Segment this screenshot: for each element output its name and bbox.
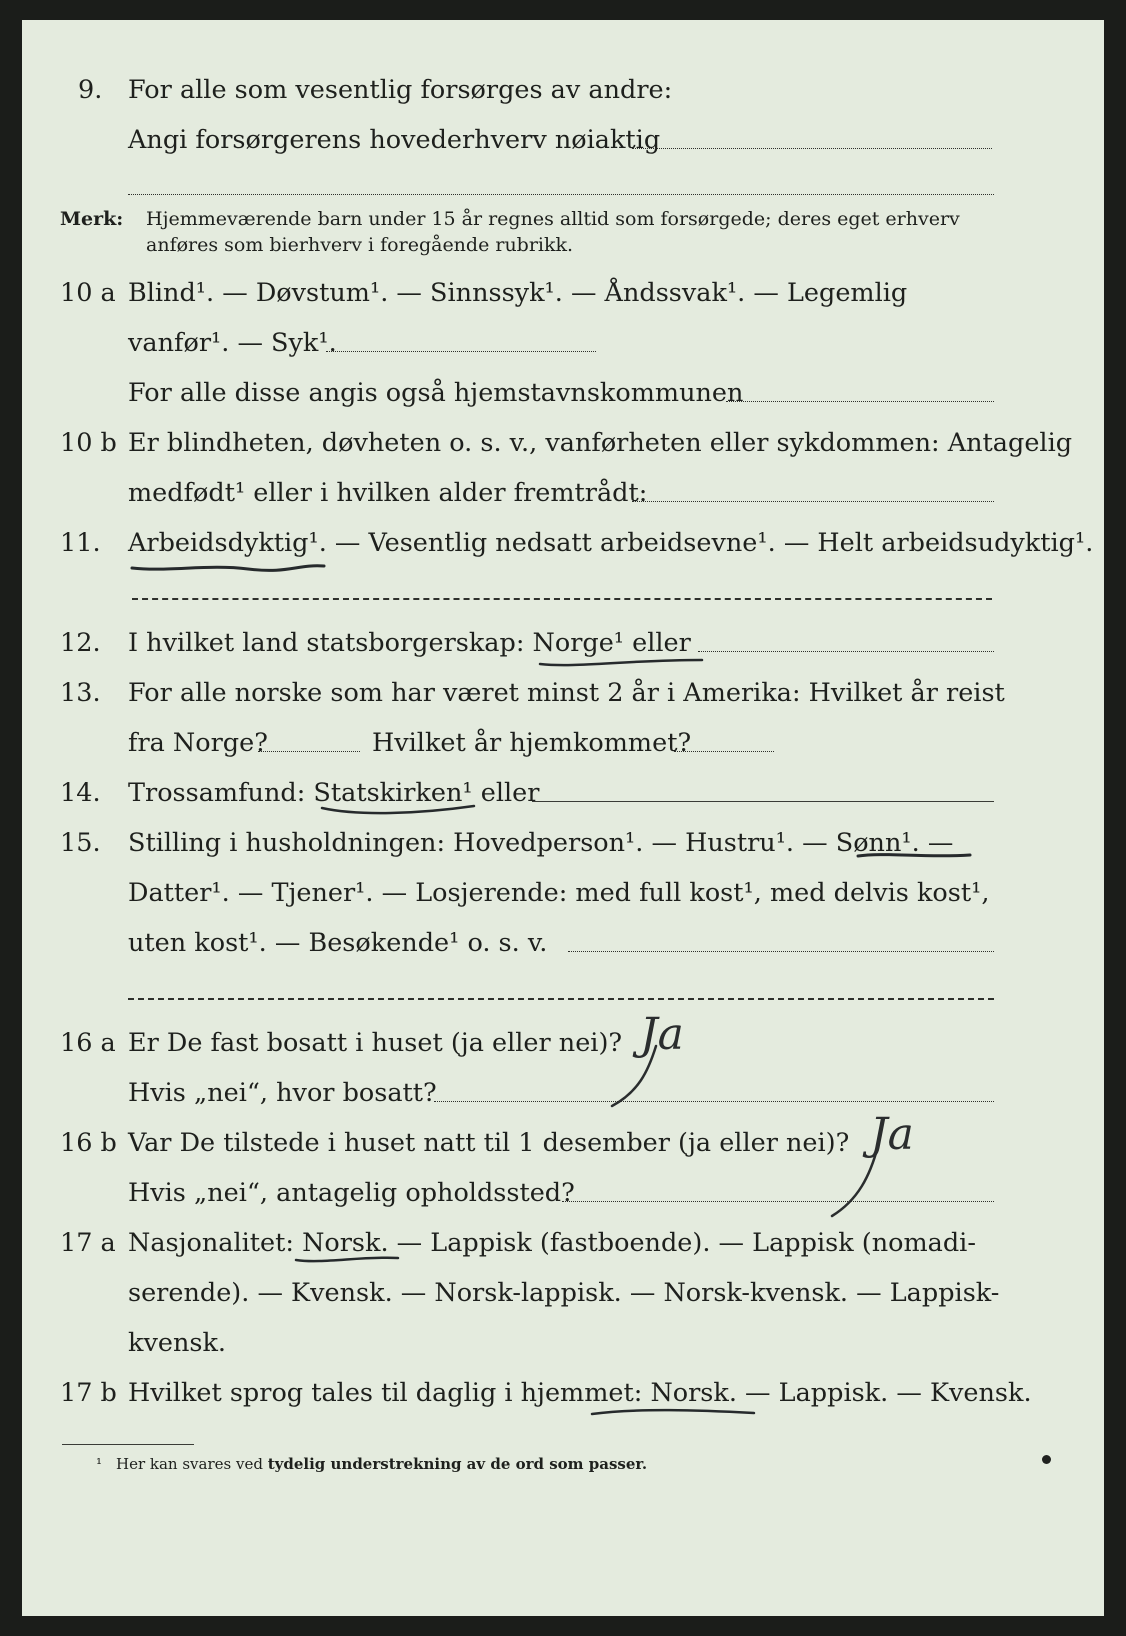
q10a-line3: For alle disse angis også hjemstavnskommunen (128, 378, 744, 408)
q17a-line1: Nasjonalitet: Norsk. — Lappisk (fastboende). — Lappisk (nomadi- (128, 1228, 976, 1258)
item-number-16b: 16 b (60, 1128, 117, 1158)
q11-handwritten-underline (128, 560, 328, 574)
ink-dot (1042, 1455, 1051, 1464)
footnote-text-plain: Her kan svares ved (116, 1455, 268, 1473)
merk-line1: Hjemmeværende barn under 15 år regnes alltid som forsørgede; deres eget erhverv (146, 208, 960, 230)
q17a-line2: serende). — Kvensk. — Norsk-lappisk. — Norsk-kvensk. — Lappisk- (128, 1278, 1000, 1308)
census-form-page (22, 20, 1104, 1616)
q11-line1: Arbeidsdyktig¹. — Vesentlig nedsatt arbeidsevne¹. — Helt arbeidsudyktig¹. (128, 528, 1094, 558)
q10b-answer-line[interactable] (632, 501, 994, 502)
q14-answer-line[interactable] (532, 801, 994, 802)
q15-line2: Datter¹. — Tjener¹. — Losjerende: med full kost¹, med delvis kost¹, (128, 878, 990, 908)
item-number-13: 13. (60, 678, 101, 708)
q13-year-returned-line[interactable] (674, 751, 774, 752)
q16a-answer-line[interactable] (434, 1101, 994, 1102)
q13-line1: For alle norske som har været minst 2 år i Amerika: Hvilket år reist (128, 678, 1005, 708)
q16b-handwritten-stroke (828, 1142, 888, 1222)
footnote-mark: ¹ (96, 1455, 103, 1473)
q16a-line1: Er De fast bosatt i huset (ja eller nei)? (128, 1028, 623, 1058)
q12-handwritten-underline (536, 654, 706, 670)
item-number-16a: 16 a (60, 1028, 116, 1058)
q15-line3: uten kost¹. — Besøkende¹ o. s. v. (128, 928, 548, 958)
item-number-17a: 17 a (60, 1228, 116, 1258)
q15-handwritten-underline (854, 848, 974, 862)
q10b-line2: medfødt¹ eller i hvilken alder fremtrådt: (128, 478, 648, 508)
q13-line2b: Hvilket år hjemkommet? (372, 728, 692, 758)
item-number-9: 9. (78, 75, 103, 105)
q10a-answer-line[interactable] (326, 351, 596, 352)
item-number-10b: 10 b (60, 428, 117, 458)
item-number-14: 14. (60, 778, 101, 808)
q17a-handwritten-underline (292, 1252, 402, 1268)
item-number-12: 12. (60, 628, 101, 658)
q16b-line2: Hvis „nei“, antagelig opholdssted? (128, 1178, 575, 1208)
footnote-text-bold: tydelig understrekning av de ord som passer. (267, 1455, 648, 1473)
q9-line1: For alle som vesentlig forsørges av andre: (128, 75, 673, 105)
q15-line1: Stilling i husholdningen: Hovedperson¹. — Hustru¹. — Sønn¹. — (128, 828, 954, 858)
q14-handwritten-underline (318, 802, 478, 820)
item-number-11: 11. (60, 528, 101, 558)
q17a-line3: kvensk. (128, 1328, 227, 1358)
q13-year-left-line[interactable] (258, 751, 360, 752)
merk-label: Merk: (60, 208, 124, 230)
item-number-10a: 10 a (60, 278, 116, 308)
q9-answer-line[interactable] (632, 148, 992, 149)
q16b-handwritten-answer: Ja (870, 1109, 914, 1160)
item-number-15: 15. (60, 828, 101, 858)
q17b-handwritten-underline (588, 1404, 758, 1420)
q10b-line1: Er blindheten, døvheten o. s. v., vanførheten eller sykdommen: Antagelig (128, 428, 1073, 458)
q10a-line1: Blind¹. — Døvstum¹. — Sinnssyk¹. — Åndssvak¹. — Legemlig (128, 278, 908, 308)
item-number-17b: 17 b (60, 1378, 117, 1408)
q16a-line2: Hvis „nei“, hvor bosatt? (128, 1078, 437, 1108)
q17b-line1: Hvilket sprog tales til daglig i hjemmet: Norsk. — Lappisk. — Kvensk. (128, 1378, 1032, 1408)
q15-answer-line-2[interactable] (128, 998, 994, 1000)
q9-answer-line-2[interactable] (128, 194, 994, 195)
q16b-answer-line[interactable] (562, 1201, 994, 1202)
q14-line1: Trossamfund: Statskirken¹ eller (128, 778, 540, 808)
merk-line2: anføres som bierhverv i foregående rubrikk. (146, 234, 574, 256)
q10a-hometown-line[interactable] (726, 401, 994, 402)
q16b-line1: Var De tilstede i huset natt til 1 desember (ja eller nei)? (128, 1128, 850, 1158)
q15-answer-line[interactable] (568, 951, 994, 952)
footnote-rule (62, 1444, 194, 1445)
q13-line2a: fra Norge? (128, 728, 268, 758)
q16a-handwritten-answer: Ja (640, 1009, 684, 1060)
footnote-text (116, 1454, 647, 1474)
q11-answer-line[interactable] (132, 598, 992, 600)
q9-line2: Angi forsørgerens hovederhverv nøiaktig (128, 125, 661, 155)
q12-line1: I hvilket land statsborgerskap: Norge¹ eller (128, 628, 691, 658)
q10a-line2: vanfør¹. — Syk¹. (128, 328, 337, 358)
q12-answer-line[interactable] (698, 651, 994, 652)
